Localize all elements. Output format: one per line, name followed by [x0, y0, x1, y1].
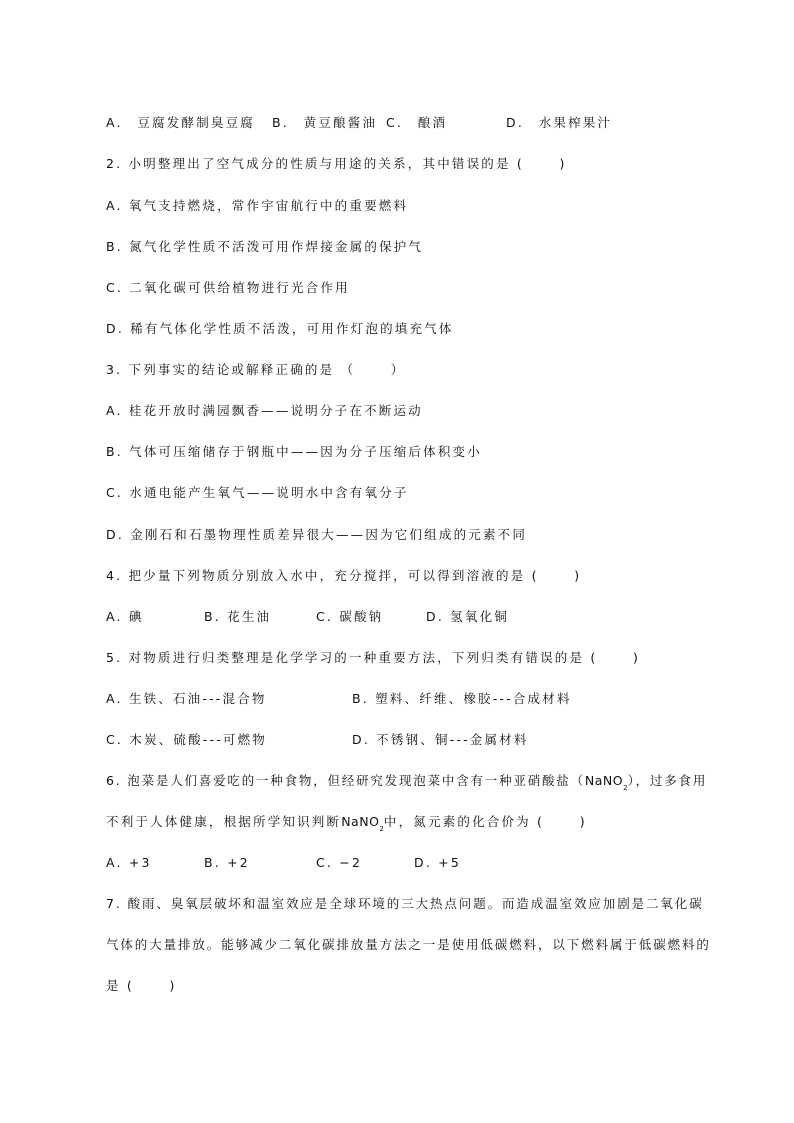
- q3-option-a: A. 桂花开放时满园飘香——说明分子在不断运动: [106, 403, 423, 418]
- q6-stem-line-1-end: ），过多食用: [627, 773, 708, 788]
- q6-stem-line-2-end: 中，氮元素的化合价为 ( ): [383, 814, 587, 829]
- q6-formula-2: NaNO: [341, 814, 380, 829]
- q7-stem-line-1: 7. 酸雨、臭氧层破坏和温室效应是全球环境的三大热点问题。而造成温室效应加剧是二氧化碳: [106, 896, 704, 911]
- q3-option-b: B. 气体可压缩储存于钢瓶中——因为分子压缩后体积变小: [106, 444, 482, 459]
- q1-option-d: D. 水果榨果汁: [506, 115, 613, 130]
- q4-option-a: A. 碘: [106, 609, 144, 624]
- q6-stem-line-2-text: 不利于人体健康，根据所学知识判断: [106, 814, 342, 829]
- q2-option-a: A. 氧气支持燃烧，常作宇宙航行中的重要燃料: [106, 198, 409, 213]
- q2-option-d: D. 稀有气体化学性质不活泼，可用作灯泡的填充气体: [106, 321, 454, 336]
- q6-option-b: B. +2: [204, 855, 250, 870]
- q4-stem: 4. 把少量下列物质分别放入水中，充分搅拌，可以得到溶液的是 ( ): [106, 568, 582, 583]
- q5-option-b: B. 塑料、纤维、橡胶---合成材料: [352, 691, 572, 706]
- q4-option-c: C. 碳酸钠: [316, 609, 384, 624]
- q6-formula: NaNO: [584, 773, 624, 788]
- q3-stem: 3. 下列事实的结论或解释正确的是 （ ）: [106, 362, 406, 377]
- q6-stem-line-2: [106, 812, 587, 832]
- q6-option-a: A. +3: [106, 855, 152, 870]
- q3-option-c: C. 水通电能产生氧气——说明水中含有氧分子: [106, 485, 409, 500]
- q1-option-a: A. 豆腐发酵制臭豆腐: [106, 115, 256, 130]
- q7-stem-line-2: 气体的大量排放。能够减少二氧化碳排放量方法之一是使用低碳燃料，以下燃料属于低碳燃料的: [106, 937, 711, 952]
- q5-stem: 5. 对物质进行归类整理是化学学习的一种重要方法，下列归类有错误的是 ( ): [106, 650, 641, 665]
- q5-option-d: D. 不锈钢、铜---金属材料: [352, 732, 529, 747]
- q6-formula-2-subscript: 2: [379, 825, 384, 833]
- q3-option-d: D. 金刚石和石墨物理性质差异很大——因为它们组成的元素不同: [106, 527, 528, 542]
- q2-option-b: B. 氮气化学性质不活泼可用作焊接金属的保护气: [106, 239, 424, 254]
- q6-option-d: D. +5: [414, 855, 461, 870]
- q6-stem-line-1-text: 6. 泡菜是人们喜爱吃的一种食物，但经研究发现泡菜中含有一种亚硝酸盐（: [106, 773, 585, 788]
- q1-option-c: C. 酿酒: [386, 115, 448, 130]
- q4-option-d: D. 氢氧化铜: [426, 609, 509, 624]
- q4-option-b: B. 花生油: [204, 609, 272, 624]
- q1-option-b: B. 黄豆酿酱油: [272, 115, 378, 130]
- q7-stem-line-3: 是 ( ): [106, 978, 177, 993]
- q5-option-c: C. 木炭、硫酸---可燃物: [106, 732, 268, 747]
- q2-stem: 2. 小明整理出了空气成分的性质与用途的关系，其中错误的是 ( ): [106, 156, 567, 171]
- q2-option-c: C. 二氧化碳可供给植物进行光合作用: [106, 280, 350, 295]
- q6-stem-line-1: [106, 771, 707, 791]
- q6-option-c: C. −2: [316, 855, 363, 870]
- q5-option-a: A. 生铁、石油---混合物: [106, 691, 267, 706]
- q6-formula-subscript: 2: [623, 784, 628, 792]
